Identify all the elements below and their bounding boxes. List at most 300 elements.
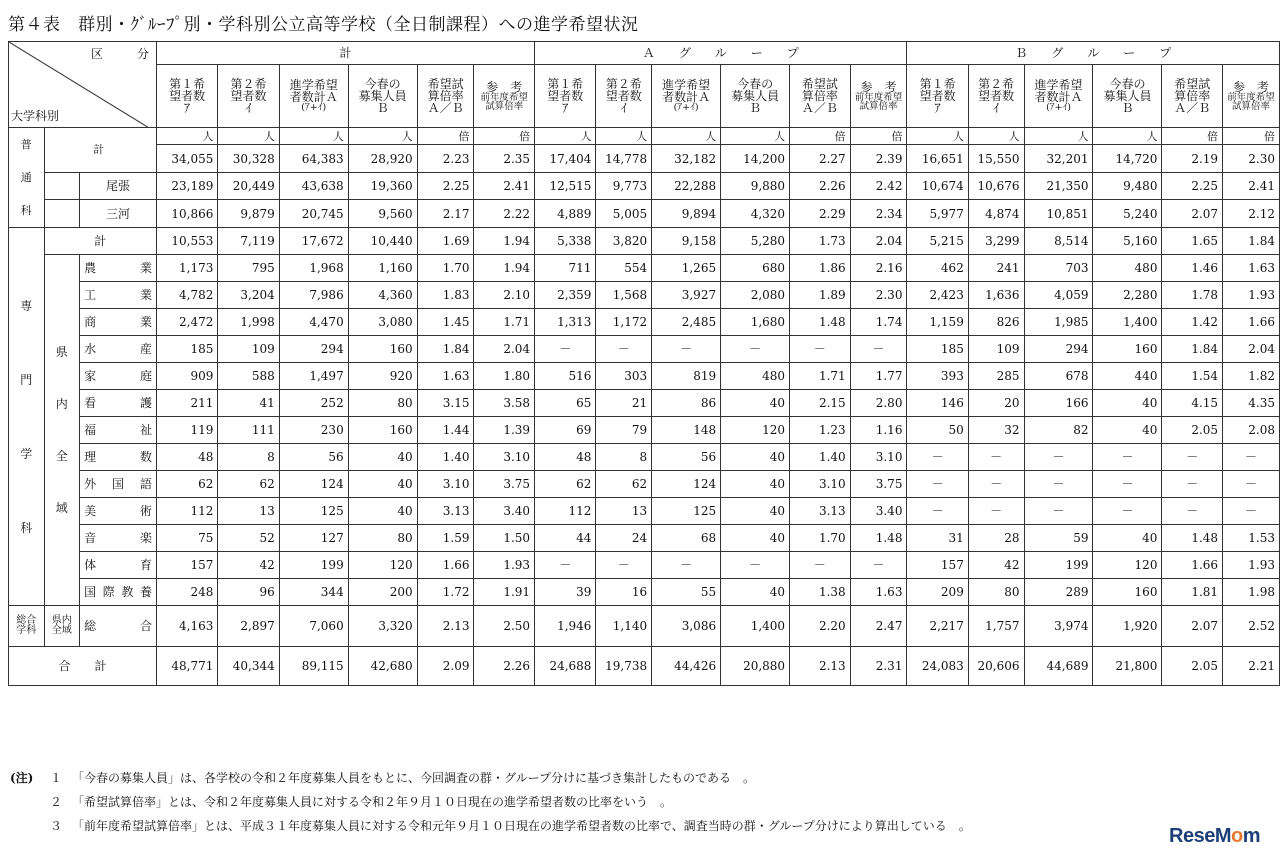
column-header-line: 第１希: [169, 77, 206, 91]
value-cell: 120: [348, 552, 417, 579]
value-cell: 157: [156, 552, 217, 579]
value-cell: 1.42: [1162, 309, 1223, 336]
column-header-line: Ｂ: [749, 101, 762, 115]
area-cell: [44, 200, 80, 228]
value-cell: 17,672: [279, 228, 348, 255]
value-cell: 2.80: [850, 390, 907, 417]
column-header-line: 算倍率: [801, 89, 838, 103]
value-cell: 3,927: [652, 282, 721, 309]
value-cell: 8: [596, 444, 652, 471]
value-cell: 826: [968, 309, 1024, 336]
column-header: [968, 65, 1024, 128]
column-header-line: 第１希: [547, 77, 584, 91]
value-cell: 89,115: [279, 647, 348, 686]
row-label: 美 術: [80, 498, 157, 525]
category-line: 学科: [16, 625, 37, 636]
value-cell: 2.23: [417, 145, 474, 173]
value-cell: －: [907, 444, 968, 471]
value-cell: 185: [156, 336, 217, 363]
value-cell: 3,320: [348, 606, 417, 647]
column-header-line: 第１希: [919, 77, 956, 91]
value-cell: 3.40: [850, 498, 907, 525]
column-header-line: 者数計Ａ: [289, 90, 338, 105]
unit-label: 人: [1024, 128, 1093, 145]
value-cell: 1,998: [218, 309, 279, 336]
value-cell: 34,055: [156, 145, 217, 173]
value-cell: 2.05: [1162, 417, 1223, 444]
category-char: 科: [20, 520, 33, 535]
value-cell: －: [1223, 498, 1280, 525]
value-cell: 15,550: [968, 145, 1024, 173]
sub-area-char: 県: [55, 345, 68, 359]
group-header: 計: [156, 42, 534, 65]
value-cell: 462: [907, 255, 968, 282]
sub-area-line: 県内: [51, 615, 72, 626]
value-cell: 10,553: [156, 228, 217, 255]
grand-total-label: 合 計: [9, 647, 157, 686]
column-header: [279, 65, 348, 128]
column-header: [156, 65, 217, 128]
corner-cell: [9, 42, 157, 128]
value-cell: 4,889: [535, 200, 596, 228]
value-cell: 2.04: [474, 336, 535, 363]
column-header-line: 前年度希望: [480, 91, 529, 103]
value-cell: 819: [652, 363, 721, 390]
value-cell: 3.10: [790, 471, 851, 498]
value-cell: 230: [279, 417, 348, 444]
value-cell: 42: [968, 552, 1024, 579]
value-cell: 64,383: [279, 145, 348, 173]
value-cell: 2.13: [417, 606, 474, 647]
value-cell: 119: [156, 417, 217, 444]
value-cell: 4,059: [1024, 282, 1093, 309]
value-cell: 2.22: [474, 200, 535, 228]
value-cell: 303: [596, 363, 652, 390]
value-cell: －: [850, 336, 907, 363]
value-cell: 9,158: [652, 228, 721, 255]
value-cell: 1,265: [652, 255, 721, 282]
column-header-line: 今春の: [1109, 77, 1146, 91]
row-label: 農 業: [80, 255, 157, 282]
value-cell: 1.93: [1223, 552, 1280, 579]
value-cell: 160: [1093, 336, 1162, 363]
column-header: [1093, 65, 1162, 128]
column-header-line: ｲ: [620, 101, 627, 115]
column-header-line: 募集人員: [731, 89, 780, 103]
value-cell: 393: [907, 363, 968, 390]
page-title: 第４表 群別・ｸﾞﾙｰﾌﾟ別・学科別公立高等学校（全日制課程）への進学希望状況: [8, 15, 639, 35]
value-cell: 678: [1024, 363, 1093, 390]
value-cell: 40: [1093, 525, 1162, 552]
category-char: 通: [20, 171, 32, 184]
value-cell: 1,400: [721, 606, 790, 647]
column-header-line: ｲ: [245, 101, 252, 115]
value-cell: 4,782: [156, 282, 217, 309]
value-cell: 199: [1024, 552, 1093, 579]
unit-label: 人: [535, 128, 596, 145]
value-cell: 24,688: [535, 647, 596, 686]
value-cell: 31: [907, 525, 968, 552]
value-cell: 1.71: [790, 363, 851, 390]
value-cell: 40: [721, 579, 790, 606]
note-number: ３: [50, 819, 63, 833]
value-cell: 75: [156, 525, 217, 552]
value-cell: 2.41: [474, 172, 535, 200]
value-cell: 2,359: [535, 282, 596, 309]
notes: [10, 766, 971, 838]
value-cell: 1.72: [417, 579, 474, 606]
value-cell: －: [968, 471, 1024, 498]
column-header-line: 者数計Ａ: [1034, 90, 1083, 105]
unit-label: 人: [652, 128, 721, 145]
value-cell: 21,350: [1024, 172, 1093, 200]
value-cell: 2,217: [907, 606, 968, 647]
unit-label: 倍: [1162, 128, 1223, 145]
value-cell: 28,920: [348, 145, 417, 173]
value-cell: 1.98: [1223, 579, 1280, 606]
value-cell: 1.93: [474, 552, 535, 579]
value-cell: 1.48: [850, 525, 907, 552]
value-cell: 10,676: [968, 172, 1024, 200]
value-cell: 40: [1093, 417, 1162, 444]
value-cell: 248: [156, 579, 217, 606]
value-cell: 48: [535, 444, 596, 471]
column-header-line: 者数計Ａ: [662, 90, 711, 105]
value-cell: －: [652, 336, 721, 363]
value-cell: 1.40: [417, 444, 474, 471]
value-cell: －: [652, 552, 721, 579]
value-cell: 1.16: [850, 417, 907, 444]
category-char: 門: [20, 372, 33, 387]
value-cell: 3.10: [417, 471, 474, 498]
value-cell: 56: [652, 444, 721, 471]
value-cell: 157: [907, 552, 968, 579]
value-cell: 21,800: [1093, 647, 1162, 686]
value-cell: 2.34: [850, 200, 907, 228]
column-header-line: 望者数: [978, 89, 1015, 103]
column-header: [652, 65, 721, 128]
value-cell: 1,497: [279, 363, 348, 390]
value-cell: 125: [652, 498, 721, 525]
value-cell: －: [1162, 444, 1223, 471]
value-cell: 8,514: [1024, 228, 1093, 255]
value-cell: 5,215: [907, 228, 968, 255]
value-cell: 588: [218, 363, 279, 390]
value-cell: 2.08: [1223, 417, 1280, 444]
value-cell: 1,140: [596, 606, 652, 647]
value-cell: 703: [1024, 255, 1093, 282]
value-cell: 3,204: [218, 282, 279, 309]
value-cell: 12,515: [535, 172, 596, 200]
value-cell: 32: [968, 417, 1024, 444]
value-cell: 1,173: [156, 255, 217, 282]
column-header-line: ｱ: [562, 101, 569, 115]
value-cell: 2,472: [156, 309, 217, 336]
value-cell: 9,894: [652, 200, 721, 228]
value-cell: 2.20: [790, 606, 851, 647]
value-cell: 2,897: [218, 606, 279, 647]
value-cell: 1.45: [417, 309, 474, 336]
value-cell: －: [1093, 498, 1162, 525]
value-cell: 5,977: [907, 200, 968, 228]
value-cell: 1.84: [417, 336, 474, 363]
value-cell: 1.44: [417, 417, 474, 444]
value-cell: 82: [1024, 417, 1093, 444]
value-cell: 211: [156, 390, 217, 417]
value-cell: 2.27: [790, 145, 851, 173]
value-cell: 1.66: [1162, 552, 1223, 579]
value-cell: 69: [535, 417, 596, 444]
value-cell: 14,200: [721, 145, 790, 173]
value-cell: 42,680: [348, 647, 417, 686]
value-cell: 62: [596, 471, 652, 498]
value-cell: 3.10: [850, 444, 907, 471]
column-header-line: 参 考: [1233, 79, 1270, 94]
value-cell: 1.86: [790, 255, 851, 282]
column-header-line: 算倍率: [427, 89, 464, 103]
column-header-line: (ｱ+ｲ): [1046, 102, 1071, 114]
value-cell: 7,119: [218, 228, 279, 255]
note-text: 「希望試算倍率」とは、令和２年度募集人員に対する令和２年９月１０日現在の進学希望者数の比率をいう 。: [72, 795, 673, 809]
value-cell: 40,344: [218, 647, 279, 686]
column-header: [907, 65, 968, 128]
value-cell: 1.63: [1223, 255, 1280, 282]
value-cell: 2.30: [1223, 145, 1280, 173]
value-cell: 20,606: [968, 647, 1024, 686]
value-cell: －: [1223, 444, 1280, 471]
value-cell: 10,674: [907, 172, 968, 200]
value-cell: 19,360: [348, 172, 417, 200]
value-cell: －: [596, 336, 652, 363]
row-label: 三河: [80, 200, 157, 228]
unit-label: 倍: [474, 128, 535, 145]
value-cell: 1.23: [790, 417, 851, 444]
note-number: １: [50, 771, 63, 785]
value-cell: 16: [596, 579, 652, 606]
value-cell: 2.35: [474, 145, 535, 173]
value-cell: 1,400: [1093, 309, 1162, 336]
value-cell: 4,470: [279, 309, 348, 336]
value-cell: 200: [348, 579, 417, 606]
value-cell: 1,968: [279, 255, 348, 282]
value-cell: 160: [348, 336, 417, 363]
column-header: [218, 65, 279, 128]
value-cell: 3.13: [417, 498, 474, 525]
column-header-line: 進学希望: [662, 78, 711, 93]
category-sogo: [9, 606, 45, 647]
value-cell: 1.40: [790, 444, 851, 471]
column-header-line: ｱ: [934, 101, 941, 115]
value-cell: －: [721, 552, 790, 579]
value-cell: 19,738: [596, 647, 652, 686]
value-cell: 28: [968, 525, 1024, 552]
value-cell: 146: [907, 390, 968, 417]
column-header-line: 希望試: [801, 77, 838, 91]
value-cell: 32,182: [652, 145, 721, 173]
value-cell: 20: [968, 390, 1024, 417]
value-cell: 2.07: [1162, 606, 1223, 647]
value-cell: 44,689: [1024, 647, 1093, 686]
row-label: 家 庭: [80, 363, 157, 390]
value-cell: 2,485: [652, 309, 721, 336]
value-cell: 2.16: [850, 255, 907, 282]
sub-area-char: 域: [55, 501, 68, 515]
value-cell: 1.84: [1162, 336, 1223, 363]
value-cell: 2,423: [907, 282, 968, 309]
value-cell: 3,299: [968, 228, 1024, 255]
value-cell: 711: [535, 255, 596, 282]
value-cell: 1,568: [596, 282, 652, 309]
value-cell: 185: [907, 336, 968, 363]
value-cell: 2.13: [790, 647, 851, 686]
column-header: [596, 65, 652, 128]
value-cell: 1.54: [1162, 363, 1223, 390]
row-label: 工 業: [80, 282, 157, 309]
value-cell: 160: [348, 417, 417, 444]
corner-bun: 分: [137, 47, 150, 61]
value-cell: 59: [1024, 525, 1093, 552]
value-cell: －: [1024, 471, 1093, 498]
value-cell: 1,920: [1093, 606, 1162, 647]
value-cell: 3.15: [417, 390, 474, 417]
value-cell: 1.70: [417, 255, 474, 282]
corner-row-label: 大学科別: [11, 109, 60, 123]
value-cell: 56: [279, 444, 348, 471]
column-header-line: 募集人員: [358, 89, 407, 103]
value-cell: 13: [218, 498, 279, 525]
value-cell: 127: [279, 525, 348, 552]
column-header-line: 望者数: [605, 89, 642, 103]
value-cell: 40: [721, 471, 790, 498]
category-char: 学: [20, 446, 33, 461]
unit-label: 人: [156, 128, 217, 145]
value-cell: 2.42: [850, 172, 907, 200]
value-cell: 1.65: [1162, 228, 1223, 255]
value-cell: 48: [156, 444, 217, 471]
value-cell: 44,426: [652, 647, 721, 686]
value-cell: 2.52: [1223, 606, 1280, 647]
category-char: 科: [20, 204, 32, 217]
value-cell: 2.15: [790, 390, 851, 417]
note-item: [10, 814, 971, 838]
corner-ku: 区: [91, 47, 104, 61]
value-cell: 20,449: [218, 172, 279, 200]
column-header-line: Ｂ: [376, 101, 389, 115]
value-cell: 4,874: [968, 200, 1024, 228]
value-cell: 2.50: [474, 606, 535, 647]
value-cell: 1.73: [790, 228, 851, 255]
column-header-line: 進学希望: [1034, 78, 1083, 93]
note-text: 「今春の募集人員」は、各学校の令和２年度募集人員をもとに、今回調査の群・グループ分けに基づき集計したものである 。: [72, 771, 756, 785]
column-header-line: 進学希望: [289, 78, 338, 93]
value-cell: 2.25: [1162, 172, 1223, 200]
category-futsu: [9, 128, 45, 228]
value-cell: 1.93: [1223, 282, 1280, 309]
value-cell: 86: [652, 390, 721, 417]
value-cell: 62: [218, 471, 279, 498]
category-line: 総合: [16, 615, 37, 626]
unit-label: 倍: [417, 128, 474, 145]
value-cell: 294: [279, 336, 348, 363]
value-cell: 1,636: [968, 282, 1024, 309]
value-cell: 252: [279, 390, 348, 417]
value-cell: 440: [1093, 363, 1162, 390]
value-cell: 1,313: [535, 309, 596, 336]
value-cell: －: [790, 552, 851, 579]
value-cell: 344: [279, 579, 348, 606]
column-header-line: (ｱ+ｲ): [673, 102, 699, 114]
value-cell: 2.17: [417, 200, 474, 228]
value-cell: 160: [1093, 579, 1162, 606]
value-cell: 55: [652, 579, 721, 606]
value-cell: －: [1093, 444, 1162, 471]
value-cell: 1.50: [474, 525, 535, 552]
value-cell: 5,240: [1093, 200, 1162, 228]
value-cell: 1,160: [348, 255, 417, 282]
row-label: 体 育: [80, 552, 157, 579]
value-cell: 1.94: [474, 228, 535, 255]
value-cell: －: [721, 336, 790, 363]
value-cell: 39: [535, 579, 596, 606]
value-cell: 40: [348, 498, 417, 525]
row-label: 尾張: [80, 172, 157, 200]
value-cell: 2.39: [850, 145, 907, 173]
value-cell: 1.81: [1162, 579, 1223, 606]
value-cell: 43,638: [279, 172, 348, 200]
value-cell: 1.59: [417, 525, 474, 552]
value-cell: 2.05: [1162, 647, 1223, 686]
value-cell: 120: [1093, 552, 1162, 579]
value-cell: 516: [535, 363, 596, 390]
value-cell: 96: [218, 579, 279, 606]
value-cell: 1.46: [1162, 255, 1223, 282]
column-header: [417, 65, 474, 128]
value-cell: 30,328: [218, 145, 279, 173]
value-cell: －: [1024, 444, 1093, 471]
data-table: [8, 41, 1280, 686]
value-cell: 24: [596, 525, 652, 552]
value-cell: 14,778: [596, 145, 652, 173]
value-cell: －: [968, 498, 1024, 525]
column-header-line: 算倍率: [1174, 89, 1211, 103]
value-cell: 1.66: [417, 552, 474, 579]
value-cell: －: [850, 552, 907, 579]
row-label: 国際教養: [80, 579, 157, 606]
value-cell: 3.75: [850, 471, 907, 498]
value-cell: 1.94: [474, 255, 535, 282]
column-header-line: 前年度希望: [854, 91, 903, 103]
resemom-logo: ReseMom: [1169, 825, 1260, 847]
value-cell: －: [790, 336, 851, 363]
value-cell: 2.07: [1162, 200, 1223, 228]
column-header-line: 希望試: [427, 77, 464, 91]
value-cell: 4.35: [1223, 390, 1280, 417]
value-cell: 9,879: [218, 200, 279, 228]
value-cell: 22,288: [652, 172, 721, 200]
sub-area-line: 全域: [51, 625, 72, 636]
column-header-line: 望者数: [547, 89, 584, 103]
value-cell: 480: [721, 363, 790, 390]
unit-label: 人: [218, 128, 279, 145]
value-cell: 294: [1024, 336, 1093, 363]
column-header: [721, 65, 790, 128]
value-cell: 5,005: [596, 200, 652, 228]
value-cell: 148: [652, 417, 721, 444]
value-cell: 21: [596, 390, 652, 417]
column-header: [1162, 65, 1223, 128]
value-cell: 1.84: [1223, 228, 1280, 255]
value-cell: －: [1093, 471, 1162, 498]
